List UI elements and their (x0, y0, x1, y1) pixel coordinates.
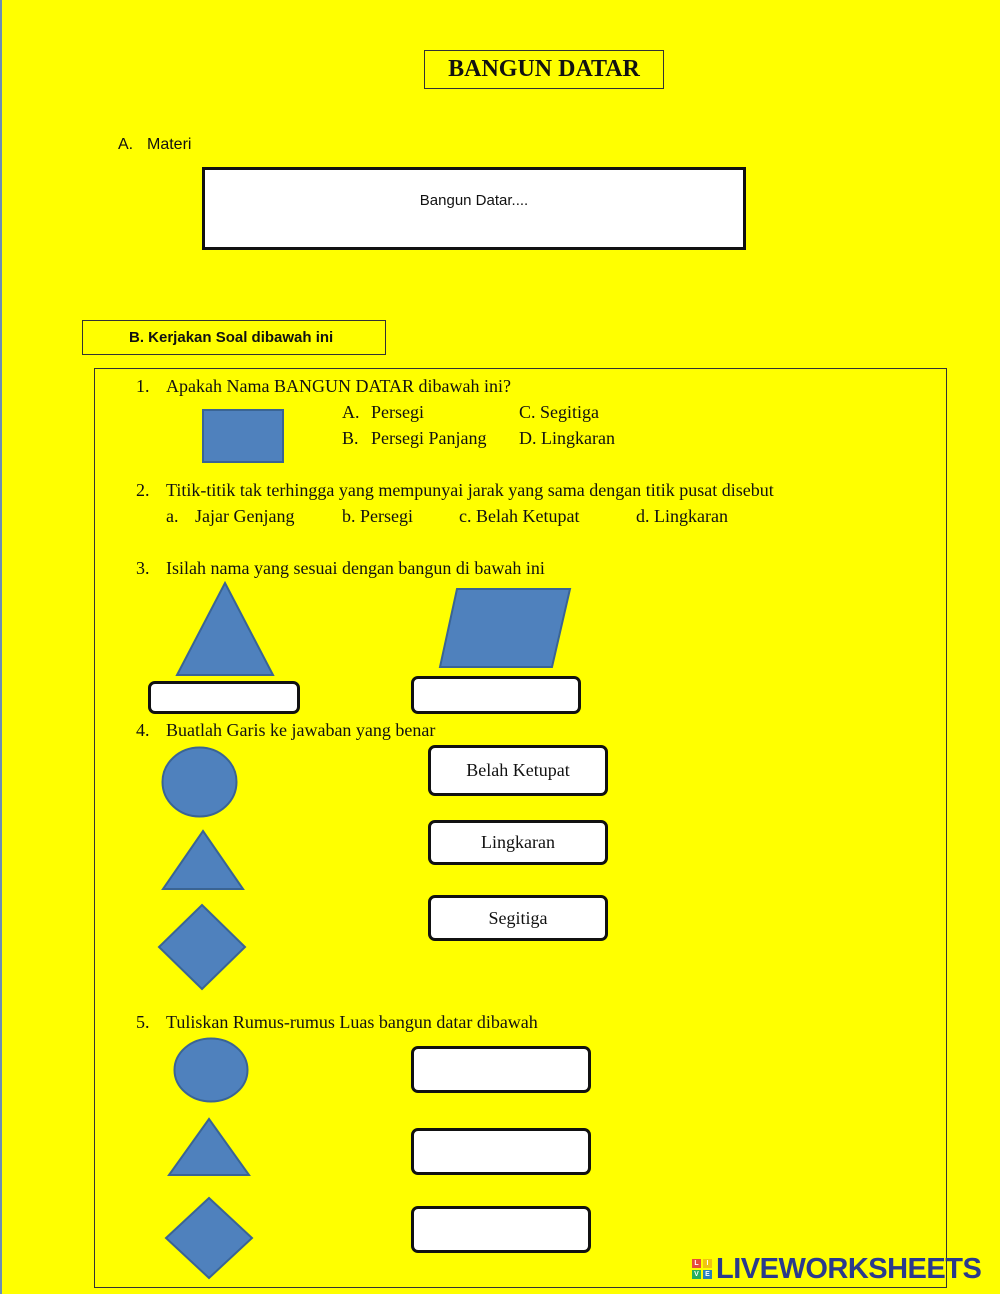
q2-option-a[interactable]: a. Jajar Genjang (166, 506, 295, 526)
circle-shape-q5 (173, 1037, 249, 1103)
q4-label-segitiga[interactable]: Segitiga (428, 895, 608, 941)
rhombus-shape-q5 (165, 1197, 253, 1279)
question-2-text: Titik-titik tak terhingga yang mempunyai jarak yang sama dengan titik pusat disebut (166, 480, 774, 500)
question-3-text: Isilah nama yang sesuai dengan bangun di bawah ini (166, 558, 545, 578)
question-4 (136, 720, 435, 741)
circle-shape[interactable] (161, 746, 238, 818)
q1-option-b[interactable]: B. Persegi Panjang (342, 428, 487, 448)
section-b-heading: B. Kerjakan Soal dibawah ini (82, 320, 386, 355)
question-1-text: Apakah Nama BANGUN DATAR dibawah ini? (166, 376, 511, 396)
q2-option-b[interactable]: b. Persegi (342, 506, 413, 526)
question-5-number: 5. (136, 1012, 150, 1032)
rectangle-shape (202, 409, 284, 463)
liveworksheets-logo-icon: L I V E (692, 1259, 712, 1279)
triangle-shape-small[interactable] (162, 830, 244, 890)
q2-option-c[interactable]: c. Belah Ketupat (459, 506, 580, 526)
rhombus-shape[interactable] (158, 904, 246, 990)
section-a-number: A. (118, 136, 134, 153)
q4-label-lingkaran[interactable]: Lingkaran (428, 820, 608, 865)
q3-answer-parallelogram-input[interactable] (411, 676, 581, 714)
q3-answer-triangle-input[interactable] (148, 681, 300, 714)
q1-option-c[interactable]: C. Segitiga (519, 402, 600, 422)
q5-answer-rhombus-input[interactable] (411, 1206, 591, 1253)
page-edge (0, 0, 2, 1294)
page-title: BANGUN DATAR (424, 50, 664, 89)
q4-label-belah-ketupat[interactable]: Belah Ketupat (428, 745, 608, 796)
question-5 (136, 1012, 538, 1033)
materi-box: Bangun Datar.... (202, 167, 746, 250)
parallelogram-shape (439, 588, 571, 668)
question-3-number: 3. (136, 558, 150, 578)
question-3 (136, 558, 545, 579)
triangle-shape (176, 582, 274, 676)
liveworksheets-logo-text: LIVEWORKSHEETS (716, 1252, 982, 1285)
q1-option-d[interactable]: D. Lingkaran (519, 428, 615, 448)
triangle-shape-q5 (168, 1118, 250, 1176)
q2-option-d[interactable]: d. Lingkaran (636, 506, 728, 526)
question-2-number: 2. (136, 480, 150, 500)
question-1 (136, 376, 511, 397)
q5-answer-triangle-input[interactable] (411, 1128, 591, 1175)
question-2 (136, 480, 774, 501)
q5-answer-circle-input[interactable] (411, 1046, 591, 1093)
question-4-number: 4. (136, 720, 150, 740)
q1-option-a[interactable]: A. Persegi (342, 402, 424, 422)
question-1-number: 1. (136, 376, 150, 396)
question-4-text: Buatlah Garis ke jawaban yang benar (166, 720, 436, 740)
section-a-heading (118, 136, 191, 154)
section-a-label: Materi (147, 136, 192, 153)
question-5-text: Tuliskan Rumus-rumus Luas bangun datar dibawah (166, 1012, 538, 1032)
liveworksheets-logo (692, 1254, 981, 1284)
